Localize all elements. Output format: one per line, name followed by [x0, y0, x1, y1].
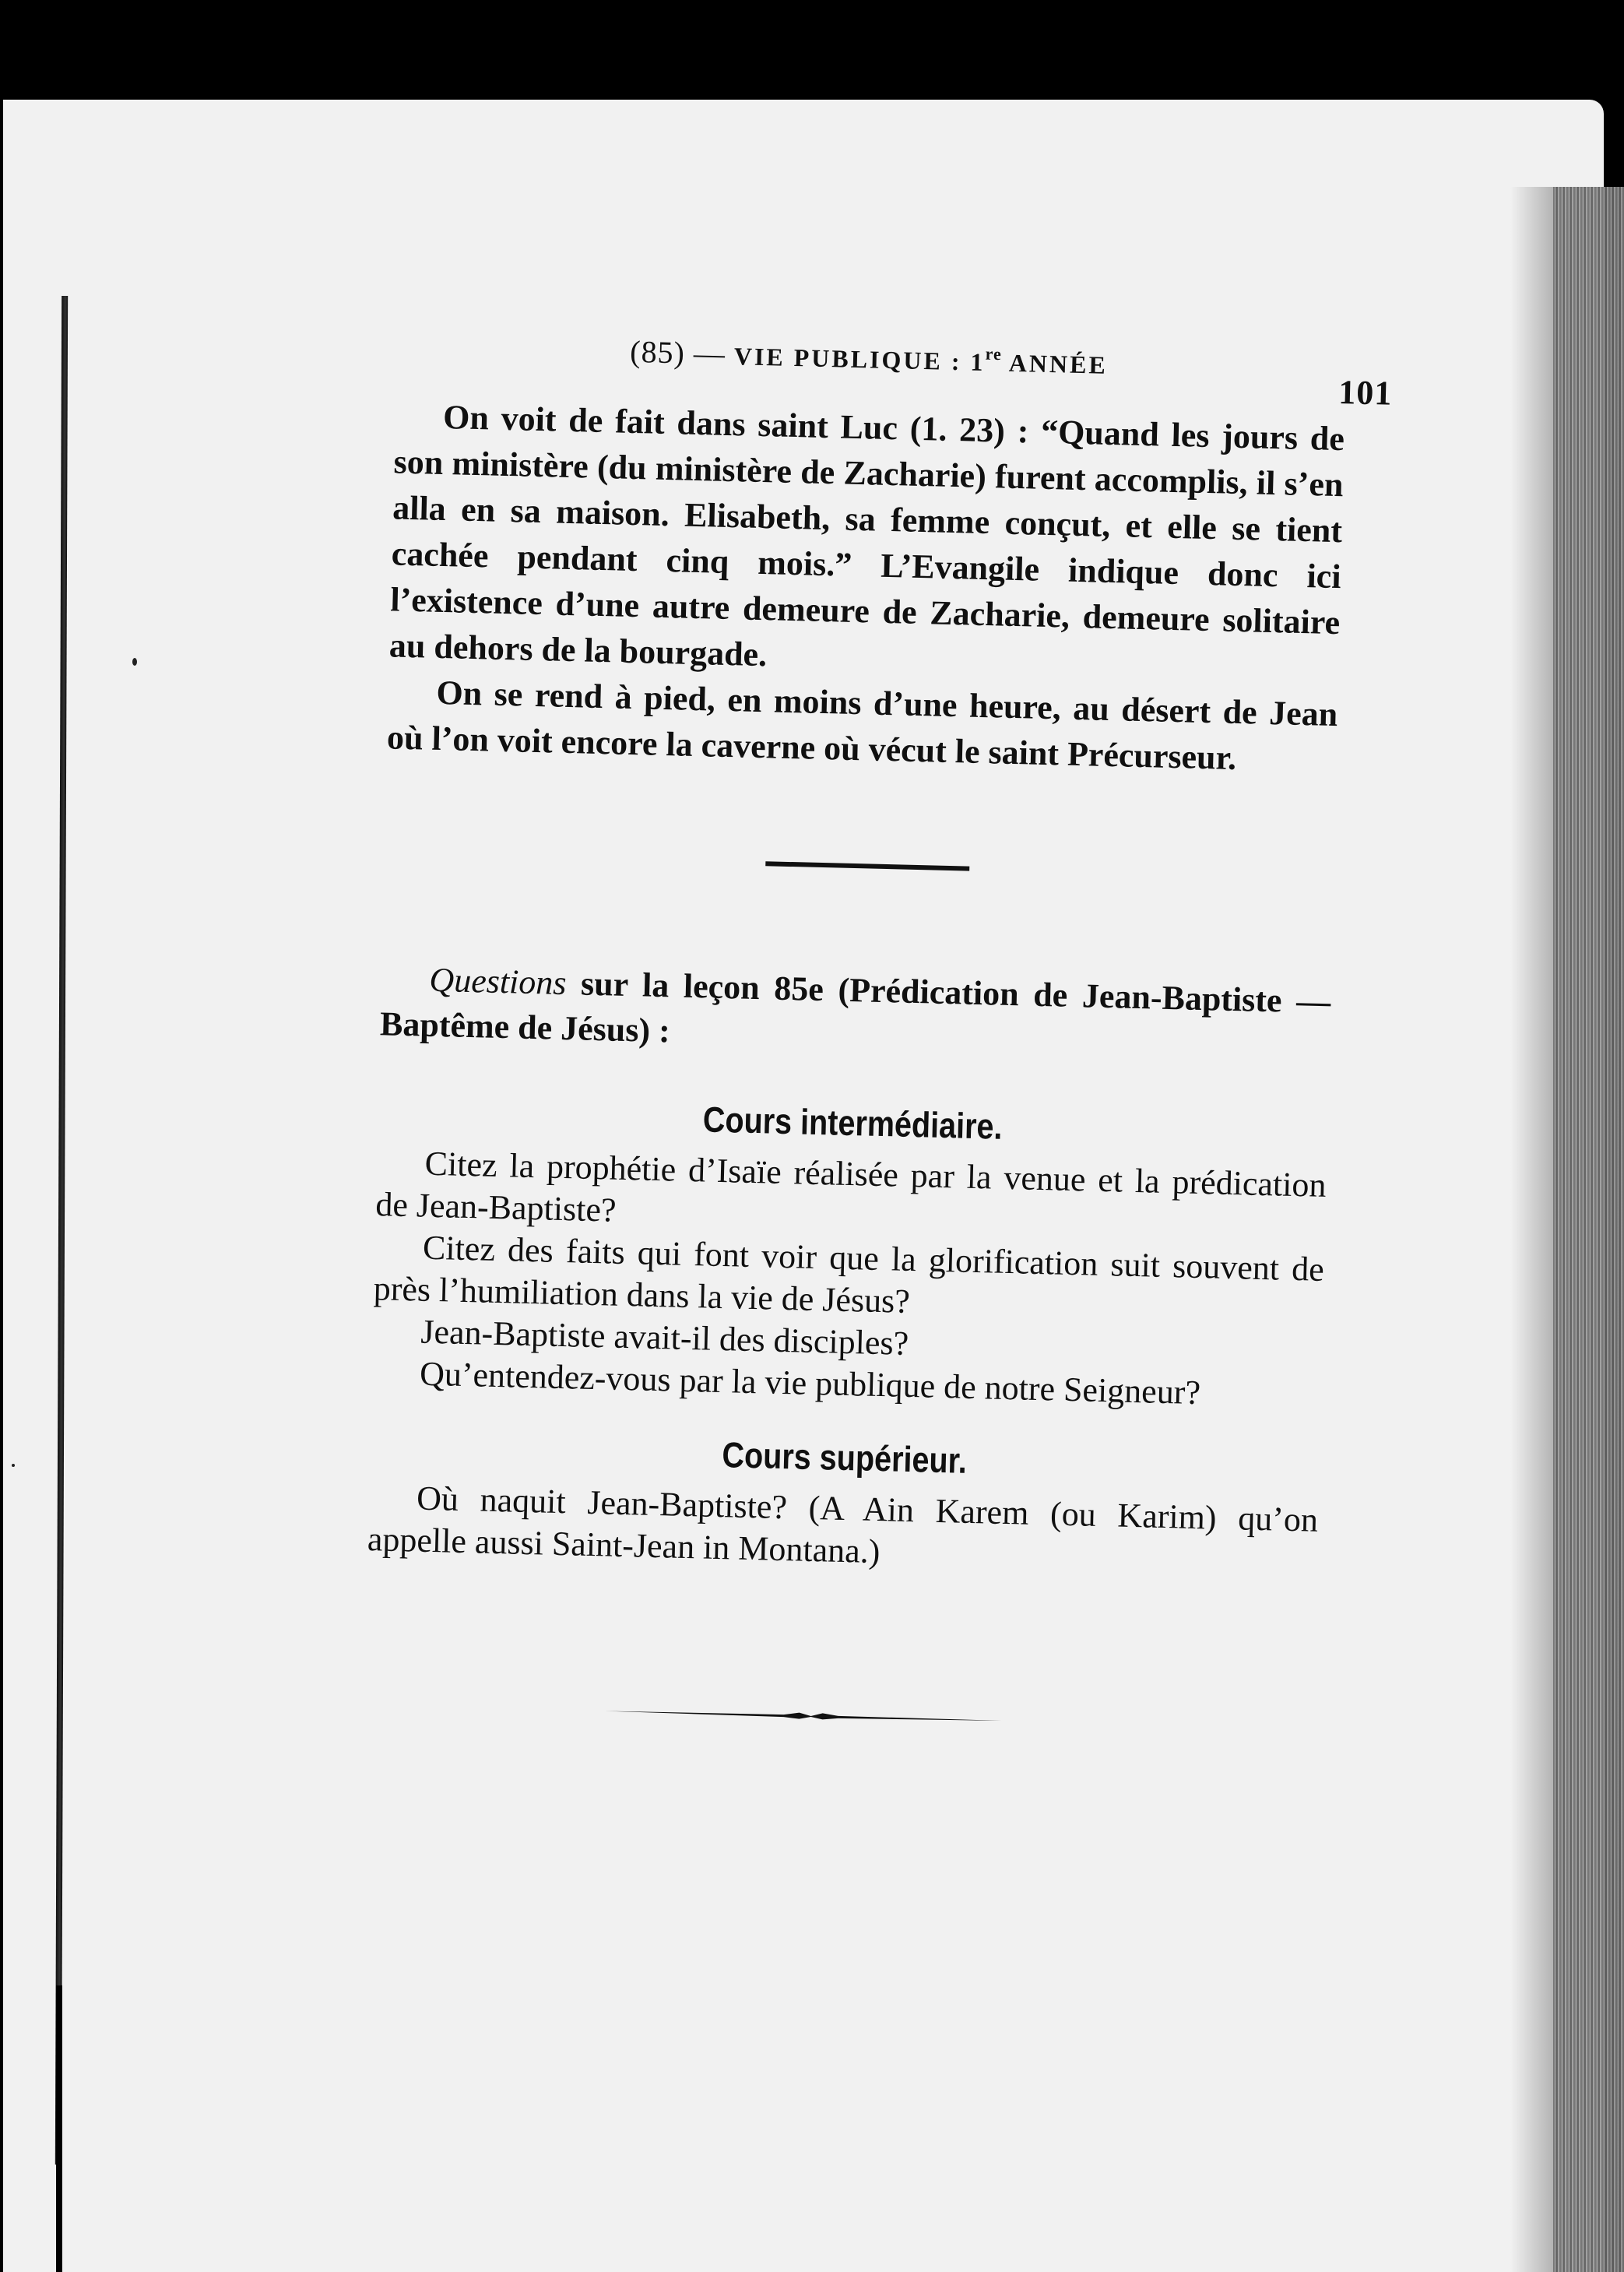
question-item: Jean-Baptiste avait-il des disciples?: [420, 1312, 909, 1363]
page-text-block: [348, 327, 1394, 1736]
question-item: Où naquit Jean-Baptiste? (A Ain Karem (ou Karim) qu’on appelle aussi Saint-Jean in Montana.): [367, 1479, 1319, 1571]
running-title-superscript: re: [985, 343, 1003, 364]
page-stack-shadow: [1510, 187, 1557, 2272]
left-page-edge: [0, 100, 3, 2272]
questions-lead-word: Questions: [428, 960, 568, 1003]
margin-speck: [12, 1464, 15, 1467]
section-title-superior: Cours supérieur.: [721, 1434, 968, 1481]
questions-intro: [379, 956, 1330, 1070]
running-title-end: ANNÉE: [1001, 348, 1109, 379]
section-divider-rule: [765, 861, 969, 870]
body-paragraph-1: On voit de fait dans saint Luc (1. 23) : “Quand les jours de son ministère (du ministère de Zacharie) furent accomplis, il s’en alla en sa maison. Elisabeth, sa femme conçut, et elle se tient cachée pendant cinq mois.” L’Evangile indique donc ici l’existence d’une autre demeure de Zacharie, demeure solitaire au dehors de la bourgade.: [388, 397, 1345, 674]
section-title-intermediate: Cours intermédiaire.: [702, 1099, 1004, 1147]
lesson-reference: (85) —: [629, 333, 726, 371]
question-item: Citez la prophétie d’Isaïe réalisée par la venue et la prédication de Jean-Baptiste?: [374, 1144, 1327, 1229]
body-paragraph-2: On se rend à pied, en moins d’une heure, au désert de Jean où l’on voit encore la caverne où vécut le saint Précurseur.: [386, 673, 1338, 777]
margin-speck: [132, 658, 137, 666]
questions-lead-text: sur la leçon 85e (Prédication de Jean-Baptiste — Baptême de Jésus) :: [379, 964, 1331, 1050]
page-number: 101: [1338, 373, 1393, 413]
question-item: Citez des faits qui font voir que la glorification suit souvent de près l’humiliation dans la vie de Jésus?: [373, 1228, 1325, 1321]
running-title-text: VIE PUBLIQUE : 1: [733, 342, 986, 376]
page-stack-edges: [1553, 187, 1624, 2272]
binding-gutter-line-lower: [56, 1985, 62, 2272]
question-item: Qu’entendez-vous par la vie publique de notre Seigneur?: [419, 1354, 1201, 1412]
